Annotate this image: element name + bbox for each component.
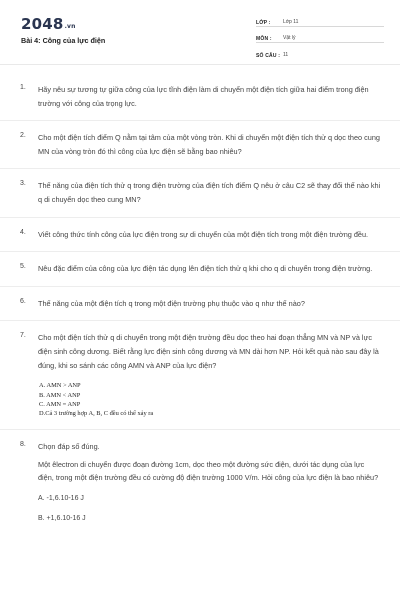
question-divider: [0, 429, 400, 430]
question-number: 6.: [20, 297, 26, 305]
answer-options: [38, 493, 382, 524]
question-number: 2.: [20, 132, 26, 140]
meta-subject-value: Vật lý: [283, 35, 296, 41]
meta-class-value: Lớp 11: [283, 19, 299, 25]
answer-options: [39, 381, 382, 419]
meta-subject-row: [256, 32, 384, 43]
question-3: [0, 179, 400, 206]
question-text: Thế năng của điện tích thử q trong điện trường của điện tích điểm Q nêu ở câu C2 sẽ thay đổi thế nào khi q di chuyển dọc theo cung MN?: [38, 181, 381, 204]
question-divider: [0, 217, 400, 218]
header-divider: [0, 64, 400, 65]
meta-info: [256, 16, 384, 64]
question-text: Nêu đặc điểm của công của lực điện tác dụng lên điện tích thử q khi cho q di chuyển trong điện trường.: [38, 264, 373, 274]
question-intro: Chọn đáp số đúng.: [38, 441, 100, 451]
question-divider: [0, 320, 400, 321]
option-a[interactable]: A. -1,6.10-16 J: [38, 494, 84, 502]
site-logo[interactable]: [21, 15, 76, 33]
question-text: Một êlectron di chuyển được đoạn đường 1cm, dọc theo một đường sức điện, dưới tác dụng của lực điện, trong một điện trường đều có cường độ điện trường 1000 V/m. Hỏi công của lực điện là bao nhiêu?: [38, 459, 379, 483]
option-c[interactable]: C. AMN = ANP: [39, 400, 81, 408]
question-number: 3.: [20, 180, 26, 188]
logo-suffix: .vn: [64, 23, 76, 30]
question-6: [0, 297, 400, 311]
question-text: Cho một điện tích điểm Q nằm tại tâm của một vòng tròn. Khi di chuyển một điện tích thử q dọc theo cung MN của vòng tròn đó thì công của lực điện sẽ bằng bao nhiêu?: [38, 133, 380, 156]
spacer: [0, 72, 400, 73]
lesson-title: Bài 4: Công của lực điện: [21, 36, 106, 45]
question-number: 8.: [20, 440, 26, 448]
question-number: 1.: [20, 84, 26, 91]
question-list: [0, 72, 400, 533]
question-divider: [0, 120, 400, 121]
question-number: 7.: [20, 332, 26, 340]
meta-count-label: SỐ CÂU :: [256, 53, 281, 59]
meta-count-value: 11: [283, 52, 289, 58]
question-divider: [0, 168, 400, 169]
meta-subject-label: MÔN :: [256, 36, 272, 42]
question-number: 4.: [20, 228, 26, 236]
question-text: Hãy nêu sự tương tự giữa công của lực tĩnh điện làm di chuyển một điện tích giữa hai điểm trong điện trường với công của trọng lực.: [38, 85, 369, 108]
question-number: 5.: [20, 263, 26, 271]
meta-count-row: [256, 48, 384, 59]
option-a[interactable]: A. AMN > ANP: [39, 382, 81, 390]
question-4: [0, 228, 400, 242]
question-2: [0, 131, 400, 158]
logo-text: 2048: [21, 15, 64, 33]
question-8: [0, 440, 400, 533]
question-7: [0, 331, 400, 418]
question-1: [0, 83, 400, 110]
question-5: [0, 262, 400, 276]
option-b[interactable]: B. +1,6.10-16 J: [38, 514, 86, 522]
question-divider: [0, 251, 400, 252]
meta-class-label: LỚP :: [256, 20, 271, 26]
question-text: Cho một điện tích thử q di chuyển trong một điện trường đều dọc theo hai đoạn thẳng MN và NP và lực điện sinh công dương. Biết rằng lực điện sinh công dương và MN dài hơn NP. Hỏi kết quả nào sau đây là đúng, khi so sánh các công AMN và ANP của lực điện?: [38, 333, 379, 370]
question-text: Thế năng của một điện tích q trong một điện trường phụ thuộc vào q như thế nào?: [38, 298, 305, 308]
meta-class-row: [256, 16, 384, 27]
worksheet-header: [0, 0, 400, 74]
option-d[interactable]: D.Cả 3 trường hợp A, B, C đều có thể xảy ra: [39, 410, 154, 418]
option-b[interactable]: B. AMN < ANP: [39, 391, 81, 399]
question-divider: [0, 286, 400, 287]
question-text: Viết công thức tính công của lực điện trong sự di chuyển của một điện tích trong một điện trường đều.: [38, 229, 369, 239]
